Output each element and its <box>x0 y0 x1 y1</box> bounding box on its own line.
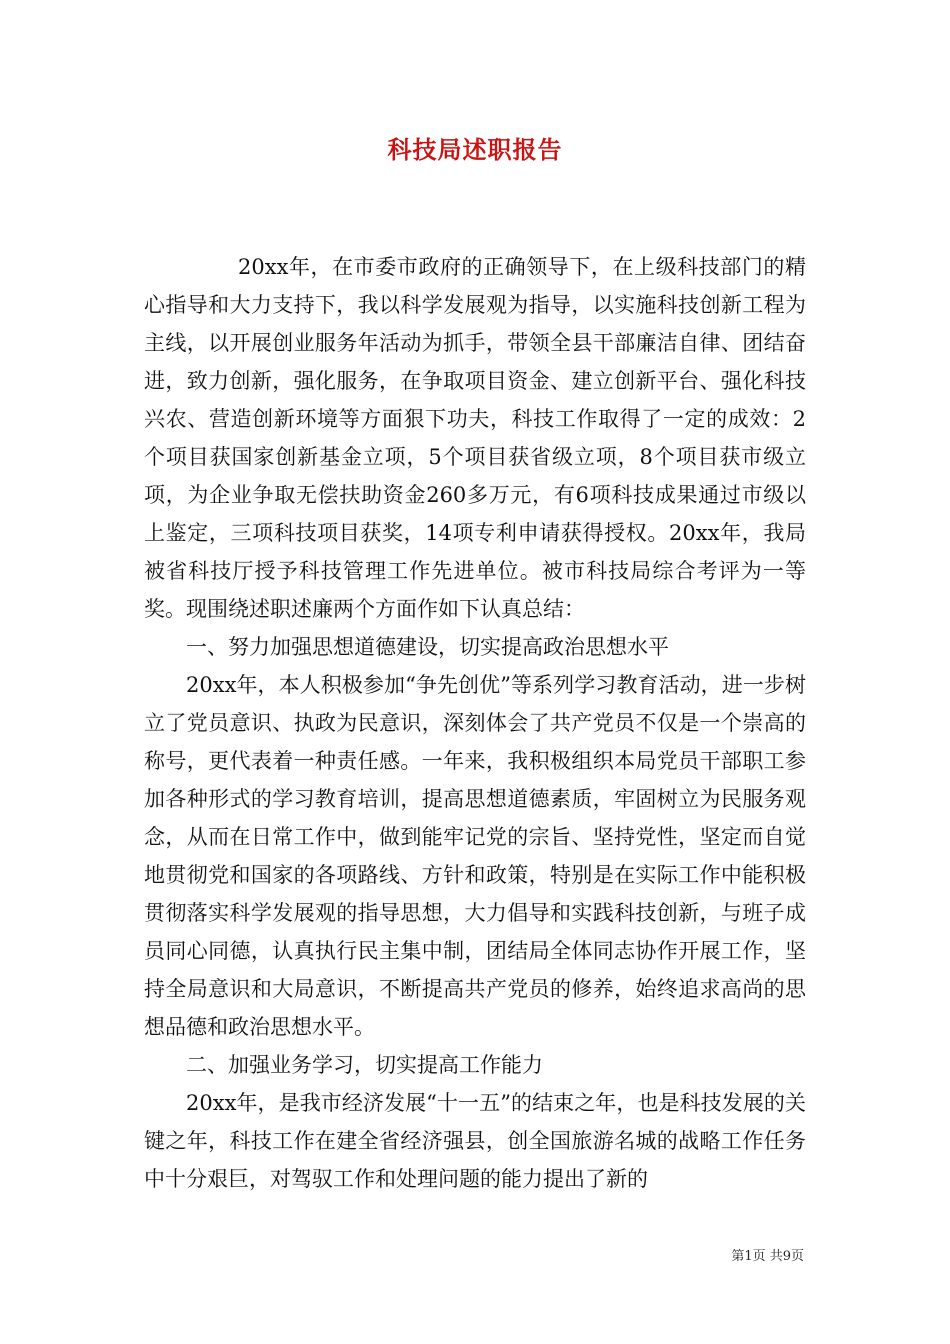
page-number-footer: 第1页 共9页 <box>731 1249 804 1264</box>
section-2-paragraph: 20xx年，是我市经济发展“十一五”的结束之年，也是科技发展的关键之年，科技工作在建全省经济强县，创全国旅游名城的战略工作任务中十分艰巨，对驾驭工作和处理问题的能力提出了新的 <box>144 1091 806 1191</box>
document-body <box>144 248 806 1198</box>
section-heading-2: 二、加强业务学习，切实提高工作能力 <box>186 1053 543 1077</box>
section-1-paragraph: 20xx年，本人积极参加“争先创优”等系列学习教育活动，进一步树立了党员意识、执政为民意识，深刻体会了共产党员不仅是一个崇高的称号，更代表着一种责任感。一年来，我积极组织本局党员干部职工参加各种形式的学习教育培训，提高思想道德素质，牢固树立为民服务观念，从而在日常工作中，做到能牢记党的宗旨、坚持党性，坚定而自觉地贯彻党和国家的各项路线、方针和政策，特别是在实际工作中能积极贯彻落实科学发展观的指导思想，大力倡导和实践科技创新，与班子成员同心同德，认真执行民主集中制，团结局全体同志协作开展工作，坚持全局意识和大局意识，不断提高共产党员的修养，始终追求高尚的思想品德和政治思想水平。 <box>144 673 806 1039</box>
document-title: 科技局述职报告 <box>387 135 563 164</box>
section-heading-1: 一、努力加强思想道德建设，切实提高政治思想水平 <box>186 635 669 659</box>
intro-paragraph: 20xx年，在市委市政府的正确领导下，在上级科技部门的精心指导和大力支持下，我以科学发展观为指导，以实施科技创新工程为主线，以开展创业服务年活动为抓手，带领全县干部廉洁自律、团结奋进，致力创新，强化服务，在争取项目资金、建立创新平台、强化科技兴农、营造创新环境等方面狠下功夫，科技工作取得了一定的成效：2个项目获国家创新基金立项，5个项目获省级立项，8个项目获市级立项，为企业争取无偿扶助资金260多万元，有6项科技成果通过市级以上鉴定，三项科技项目获奖，14项专利申请获得授权。20xx年，我局被省科技厅授予科技管理工作先进单位。被市科技局综合考评为一等奖。现围绕述职述廉两个方面作如下认真总结： <box>144 255 806 621</box>
